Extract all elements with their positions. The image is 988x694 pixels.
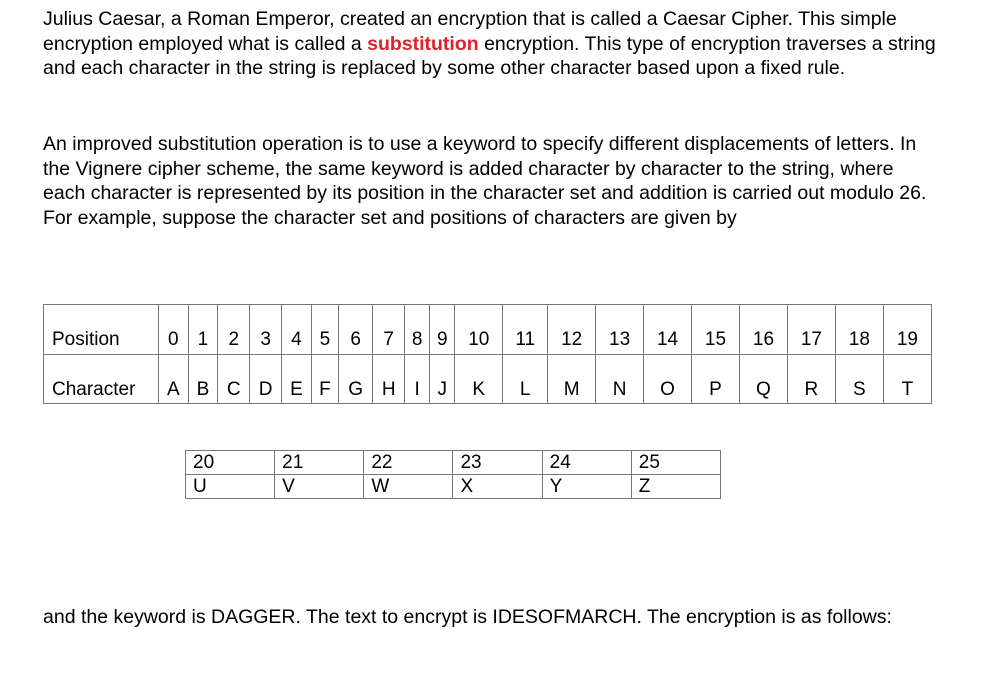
character-label: Character bbox=[44, 355, 159, 404]
position-cell: 17 bbox=[787, 305, 835, 355]
position-row bbox=[44, 305, 932, 355]
position-cell: 21 bbox=[275, 451, 364, 475]
substitution-highlight: substitution bbox=[367, 32, 479, 55]
position-character-table-continued bbox=[185, 450, 721, 499]
character-cell: N bbox=[596, 355, 644, 404]
character-cell: F bbox=[311, 355, 338, 404]
position-cell: 7 bbox=[373, 305, 405, 355]
character-cell: Z bbox=[631, 475, 720, 499]
character-row bbox=[44, 355, 932, 404]
character-cell: L bbox=[503, 355, 548, 404]
position-cell: 13 bbox=[596, 305, 644, 355]
position-cell: 8 bbox=[405, 305, 430, 355]
position-cell: 4 bbox=[282, 305, 312, 355]
character-cell: T bbox=[883, 355, 931, 404]
character-cell: Y bbox=[542, 475, 631, 499]
character-cell: I bbox=[405, 355, 430, 404]
character-cell: V bbox=[275, 475, 364, 499]
character-cell: P bbox=[692, 355, 740, 404]
position-cell: 20 bbox=[186, 451, 275, 475]
character-cell: H bbox=[373, 355, 405, 404]
character-cell: E bbox=[282, 355, 312, 404]
position-cell: 24 bbox=[542, 451, 631, 475]
keyword-paragraph: and the keyword is DAGGER. The text to encrypt is IDESOFMARCH. The encryption is as follows: bbox=[43, 606, 892, 628]
character-cell: G bbox=[339, 355, 373, 404]
intro-text-start: Julius Caesar, a Roman Emperor, created an encryption that is called a Caesar Cipher. This simple encryption employed what is called a bbox=[43, 8, 897, 55]
character-cell: S bbox=[835, 355, 883, 404]
vignere-paragraph: An improved substitution operation is to use a keyword to specify different displacements of letters. In the Vignere cipher scheme, the same keyword is added character by character to the string, where each character is represented by its position in the character set and addition is carried out modulo 26. For example, suppose the character set and positions of characters are given by bbox=[43, 133, 927, 229]
character-cell: J bbox=[430, 355, 455, 404]
position-cell: 10 bbox=[455, 305, 503, 355]
character-cell: R bbox=[787, 355, 835, 404]
position-cell: 14 bbox=[644, 305, 692, 355]
position-cell: 2 bbox=[218, 305, 250, 355]
position-cell: 9 bbox=[430, 305, 455, 355]
position-cell: 11 bbox=[503, 305, 548, 355]
character-cell: D bbox=[250, 355, 282, 404]
position-cell: 5 bbox=[311, 305, 338, 355]
character-cell: W bbox=[364, 475, 453, 499]
position-character-table bbox=[43, 304, 932, 404]
position-cell: 16 bbox=[739, 305, 787, 355]
position-cell: 23 bbox=[453, 451, 542, 475]
position-cell: 19 bbox=[883, 305, 931, 355]
character-cell: B bbox=[188, 355, 218, 404]
character-row-continued bbox=[186, 475, 721, 499]
position-cell: 18 bbox=[835, 305, 883, 355]
character-cell: M bbox=[548, 355, 596, 404]
position-cell: 3 bbox=[250, 305, 282, 355]
position-cell: 25 bbox=[631, 451, 720, 475]
position-cell: 1 bbox=[188, 305, 218, 355]
character-cell: K bbox=[455, 355, 503, 404]
position-row-continued bbox=[186, 451, 721, 475]
character-cell: O bbox=[644, 355, 692, 404]
position-cell: 0 bbox=[159, 305, 189, 355]
position-cell: 12 bbox=[548, 305, 596, 355]
position-label: Position bbox=[44, 305, 159, 355]
character-cell: C bbox=[218, 355, 250, 404]
position-cell: 6 bbox=[339, 305, 373, 355]
intro-text-end: encryption. This type of encryption traverses a string and each character in the string is replaced by some other character based upon a fixed rule. bbox=[43, 32, 936, 80]
character-cell: A bbox=[159, 355, 189, 404]
position-cell: 22 bbox=[364, 451, 453, 475]
character-cell: Q bbox=[739, 355, 787, 404]
position-cell: 15 bbox=[692, 305, 740, 355]
character-cell: X bbox=[453, 475, 542, 499]
character-cell: U bbox=[186, 475, 275, 499]
intro-paragraph bbox=[43, 7, 943, 81]
